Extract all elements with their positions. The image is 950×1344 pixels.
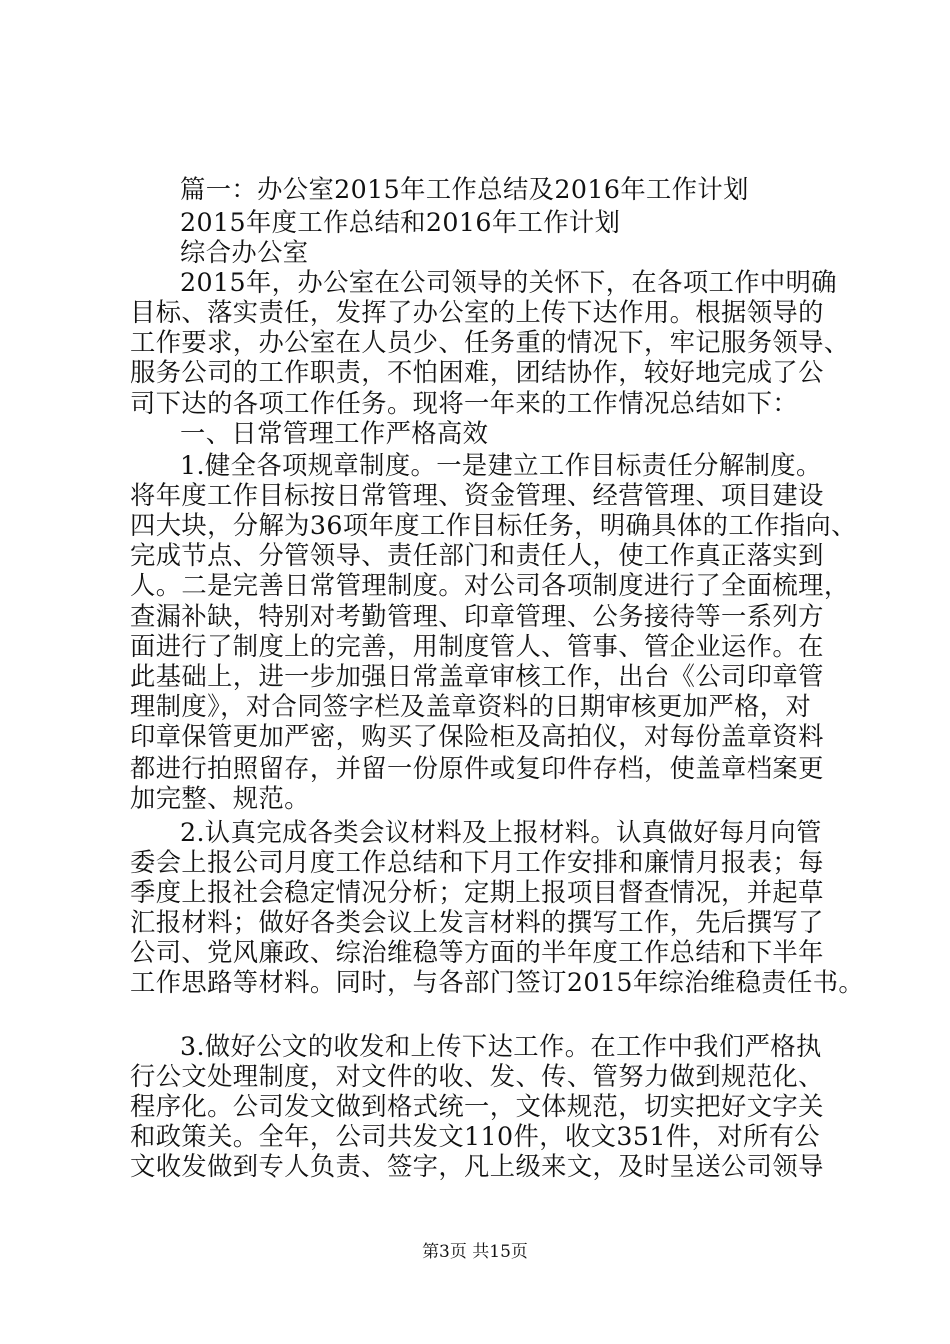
paragraph-line: 和政策关。全年，公司共发文110件，收文351件，对所有公	[130, 1122, 820, 1151]
paragraph-line: 工作思路等材料。同时，与各部门签订2015年综治维稳责任书。	[130, 968, 865, 997]
paragraph-line: 工作要求，办公室在人员少、任务重的情况下，牢记服务领导、	[130, 328, 850, 357]
paragraph-line: 程序化。公司发文做到格式统一，文体规范，切实把好文字关	[130, 1092, 824, 1121]
paragraph-line: 服务公司的工作职责，不怕困难，团结协作，较好地完成了公	[130, 358, 824, 387]
paragraph-line: 四大块，分解为36项年度工作目标任务，明确具体的工作指向、	[130, 511, 857, 540]
paragraph-line: 行公文处理制度，对文件的收、发、传、管努力做到规范化、	[130, 1062, 824, 1091]
paragraph-line: 此基础上，进一步加强日常盖章审核工作，出台《公司印章管	[130, 662, 824, 691]
paragraph-line: 司下达的各项工作任务。现将一年来的工作情况总结如下：	[130, 389, 799, 418]
paragraph-line: 3.做好公文的收发和上传下达工作。在工作中我们严格执	[180, 1032, 822, 1061]
paragraph-line: 都进行拍照留存，并留一份原件或复印件存档，使盖章档案更	[130, 754, 824, 783]
paragraph-line: 2015年，办公室在公司领导的关怀下，在各项工作中明确	[180, 268, 838, 297]
paragraph-line: 文收发做到专人负责、签字，凡上级来文，及时呈送公司领导	[130, 1152, 824, 1181]
paragraph-line: 理制度》，对合同签字栏及盖章资料的日期审核更加严格，对	[130, 692, 812, 721]
paragraph-line: 印章保管更加严密，购买了保险柜及高拍仪，对每份盖章资料	[130, 722, 824, 751]
paragraph-line: 季度上报社会稳定情况分析；定期上报项目督查情况，并起草	[130, 878, 824, 907]
page-number: 第3页 共15页	[422, 1242, 528, 1262]
section-heading: 一、日常管理工作严格高效	[180, 419, 489, 448]
paragraph-line: 2.认真完成各类会议材料及上报材料。认真做好每月向管	[180, 818, 822, 847]
paragraph-line: 将年度工作目标按日常管理、资金管理、经营管理、项目建设	[130, 481, 824, 510]
paragraph-line: 完成节点、分管领导、责任部门和责任人，使工作真正落实到	[130, 541, 824, 570]
paragraph-line: 人。二是完善日常管理制度。对公司各项制度进行了全面梳理，	[130, 571, 850, 600]
paragraph-line: 汇报材料；做好各类会议上发言材料的撰写工作，先后撰写了	[130, 908, 824, 937]
paragraph-line: 面进行了制度上的完善，用制度管人、管事、管企业运作。在	[130, 632, 824, 661]
paragraph-line: 查漏补缺，特别对考勤管理、印章管理、公务接待等一系列方	[130, 602, 824, 631]
paragraph-line: 加完整、规范。	[130, 784, 310, 813]
paragraph-line: 公司、党风廉政、综治维稳等方面的半年度工作总结和下半年	[130, 938, 824, 967]
section-title: 篇一：办公室2015年工作总结及2016年工作计划	[180, 175, 749, 204]
paragraph-line: 目标、落实责任，发挥了办公室的上传下达作用。根据领导的	[130, 298, 824, 327]
document-title: 2015年度工作总结和2016年工作计划	[180, 208, 621, 237]
department-name: 综合办公室	[180, 238, 309, 267]
paragraph-line: 委会上报公司月度工作总结和下月工作安排和廉情月报表；每	[130, 848, 824, 877]
paragraph-line: 1.健全各项规章制度。一是建立工作目标责任分解制度。	[180, 451, 822, 480]
